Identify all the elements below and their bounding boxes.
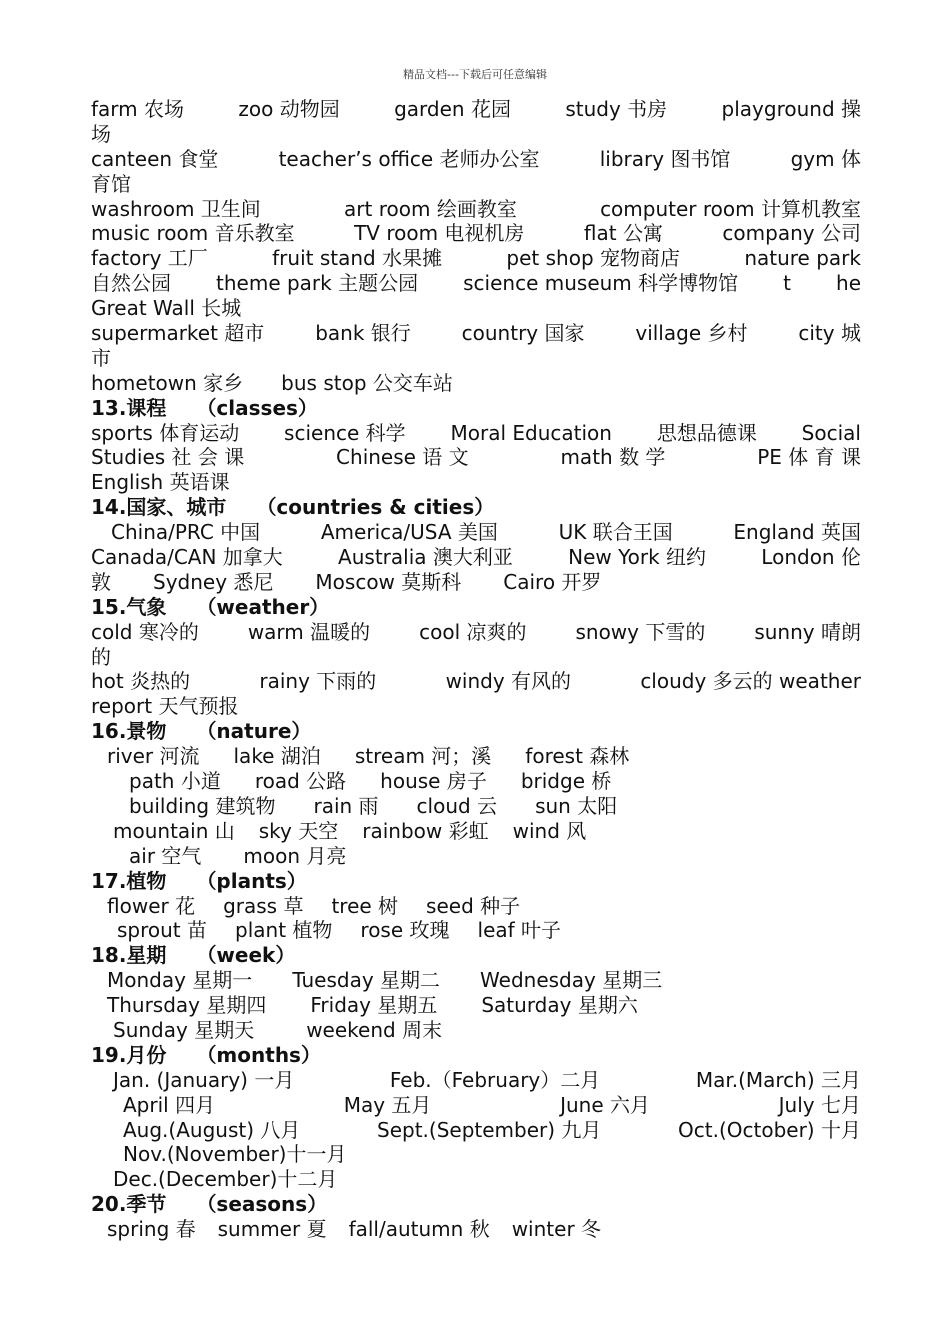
vocab-entry: rainy 下雨的 bbox=[259, 669, 377, 694]
vocab-line bbox=[91, 645, 861, 670]
vocab-entry: garden 花园 bbox=[394, 97, 511, 121]
section-heading-number: 20.季节 bbox=[91, 1192, 167, 1217]
vocab-entry: stream 河；溪 bbox=[354, 744, 492, 769]
section-heading bbox=[91, 396, 861, 421]
vocab-line bbox=[91, 669, 861, 694]
vocab-line bbox=[91, 844, 861, 869]
section-heading bbox=[91, 1043, 861, 1068]
vocab-entry: 市 bbox=[91, 345, 111, 370]
section-heading-english: （nature） bbox=[196, 719, 312, 744]
vocab-entry: theme park 主题公园 bbox=[216, 271, 419, 296]
vocab-line bbox=[91, 246, 861, 271]
vocab-entry: English 英语课 bbox=[91, 470, 230, 495]
vocab-entry: plant 植物 bbox=[235, 918, 333, 943]
vocab-line bbox=[91, 147, 861, 172]
section-heading bbox=[91, 595, 861, 620]
vocab-entry: sun 太阳 bbox=[535, 793, 618, 818]
vocab-entry: Cairo 开罗 bbox=[503, 569, 602, 594]
vocab-entry: music room 音乐教室 bbox=[91, 221, 295, 246]
vocab-entry: building 建筑物 bbox=[129, 793, 276, 818]
vocab-entry: sprout 苗 bbox=[117, 918, 208, 943]
vocab-entry: winter 冬 bbox=[511, 1217, 602, 1242]
vocab-entry: path 小道 bbox=[129, 769, 221, 794]
vocab-entry: Social bbox=[801, 420, 861, 445]
vocab-entry: July 七月 bbox=[778, 1092, 861, 1117]
vocab-line bbox=[91, 1018, 861, 1043]
vocab-entry: sunny 晴朗 bbox=[754, 619, 861, 644]
vocab-entry: bank 银行 bbox=[315, 321, 411, 346]
vocab-entry: math 数 学 bbox=[560, 445, 666, 470]
vocab-entry: Canada/CAN 加拿大 bbox=[91, 545, 283, 570]
vocab-entry: country 国家 bbox=[461, 321, 585, 346]
vocab-entry: science museum 科学博物馆 bbox=[463, 271, 739, 296]
vocab-entry: warm 温暖的 bbox=[247, 619, 371, 644]
vocab-entry: Dec.(December)十二月 bbox=[113, 1167, 338, 1192]
vocab-entry: cloud 云 bbox=[416, 793, 498, 818]
vocab-entry: Feb.（February）二月 bbox=[389, 1067, 601, 1092]
vocab-entry: farm 农场 bbox=[91, 97, 185, 121]
vocab-entry: May 五月 bbox=[343, 1092, 432, 1117]
vocab-entry: grass 草 bbox=[223, 893, 304, 918]
vocab-line bbox=[91, 321, 861, 346]
section-heading-number: 17.植物 bbox=[91, 868, 167, 893]
vocab-line bbox=[91, 744, 861, 769]
vocab-entry: forest 森林 bbox=[525, 744, 630, 769]
vocab-entry: New York 纽约 bbox=[568, 545, 707, 570]
vocab-entry: teacher’s office 老师办公室 bbox=[278, 146, 540, 171]
vocab-entry: wind 风 bbox=[512, 818, 587, 843]
vocab-entry: Moral Education bbox=[450, 420, 612, 445]
section-heading bbox=[91, 495, 861, 520]
vocab-entry: supermarket 超市 bbox=[91, 321, 265, 346]
vocab-line bbox=[91, 1068, 861, 1093]
vocab-entry: hometown 家乡 bbox=[91, 370, 244, 395]
vocab-line bbox=[91, 1167, 861, 1192]
document-body bbox=[91, 97, 861, 1242]
vocab-entry: summer 夏 bbox=[217, 1217, 327, 1242]
vocab-entry: rain 雨 bbox=[313, 793, 379, 818]
vocab-line bbox=[91, 918, 861, 943]
vocab-entry: America/USA 美国 bbox=[320, 520, 498, 545]
vocab-entry: gym 体 bbox=[790, 146, 861, 171]
page-header: 精品文档---下载后可任意编辑 bbox=[403, 68, 547, 81]
vocab-entry: seed 种子 bbox=[426, 893, 521, 918]
vocab-entry: road 公路 bbox=[254, 769, 347, 794]
vocab-line bbox=[91, 694, 861, 719]
vocab-line bbox=[91, 570, 861, 595]
vocab-entry: Great Wall 长城 bbox=[91, 296, 242, 321]
section-heading-number: 19.月份 bbox=[91, 1042, 167, 1067]
vocab-entry: sky 天空 bbox=[258, 818, 339, 843]
vocab-entry: Friday 星期五 bbox=[310, 993, 438, 1018]
vocab-entry: t bbox=[783, 271, 791, 296]
vocab-entry: rainbow 彩虹 bbox=[362, 818, 489, 843]
vocab-entry: Thursday 星期四 bbox=[107, 993, 267, 1018]
vocab-line bbox=[91, 819, 861, 844]
vocab-entry: hot 炎热的 bbox=[91, 669, 191, 694]
vocab-entry: 敦 bbox=[91, 569, 111, 594]
section-heading-number: 13.课程 bbox=[91, 395, 167, 420]
vocab-entry: tree 树 bbox=[331, 893, 399, 918]
vocab-entry: bridge 桥 bbox=[520, 769, 612, 794]
vocab-entry: cool 凉爽的 bbox=[419, 619, 527, 644]
vocab-line bbox=[91, 1118, 861, 1143]
vocab-entry: pet shop 宠物商店 bbox=[506, 246, 680, 271]
section-heading-number: 15.气象 bbox=[91, 594, 167, 619]
vocab-entry: rose 玫瑰 bbox=[360, 918, 450, 943]
vocab-entry: Oct.(October) 十月 bbox=[678, 1117, 861, 1142]
vocab-line bbox=[91, 545, 861, 570]
vocab-entry: England 英国 bbox=[733, 520, 861, 545]
vocab-entry: Chinese 语 文 bbox=[336, 445, 469, 470]
vocab-entry: study 书房 bbox=[565, 97, 668, 121]
vocab-entry: fruit stand 水果摊 bbox=[272, 246, 443, 271]
vocab-entry: 的 bbox=[91, 644, 111, 669]
vocab-line bbox=[91, 894, 861, 919]
vocab-entry: Studies 社 会 课 bbox=[91, 445, 245, 470]
vocab-line bbox=[91, 371, 861, 396]
vocab-line bbox=[91, 271, 861, 296]
vocab-line bbox=[91, 445, 861, 470]
vocab-entry: city 城 bbox=[798, 321, 861, 346]
vocab-entry: computer room 计算机教室 bbox=[600, 196, 861, 221]
vocab-entry: flower 花 bbox=[107, 893, 196, 918]
vocab-line bbox=[91, 1142, 861, 1167]
vocab-entry: canteen 食堂 bbox=[91, 146, 219, 171]
vocab-entry: weekend 周末 bbox=[306, 1017, 443, 1042]
vocab-entry: Sydney 悉尼 bbox=[153, 569, 274, 594]
vocab-entry: Jan. (January) 一月 bbox=[113, 1067, 295, 1092]
section-heading-english: （weather） bbox=[196, 594, 330, 619]
vocab-entry: fall/autumn 秋 bbox=[348, 1217, 490, 1242]
vocab-entry: factory 工厂 bbox=[91, 246, 208, 271]
vocab-entry: village 乡村 bbox=[635, 321, 748, 346]
vocab-entry: river 河流 bbox=[107, 744, 200, 769]
vocab-line bbox=[91, 1217, 861, 1242]
vocab-entry: leaf 叶子 bbox=[477, 918, 562, 943]
vocab-line bbox=[91, 993, 861, 1018]
vocab-entry: mountain 山 bbox=[113, 818, 235, 843]
vocab-entry: windy 有风的 bbox=[445, 669, 572, 694]
vocab-entry: China/PRC 中国 bbox=[111, 520, 261, 545]
vocab-entry: Tuesday 星期二 bbox=[292, 968, 441, 993]
vocab-entry: washroom 卫生间 bbox=[91, 196, 261, 221]
section-heading-number: 18.星期 bbox=[91, 943, 167, 968]
section-heading bbox=[91, 1192, 861, 1217]
vocab-entry: June 六月 bbox=[560, 1092, 650, 1117]
vocab-entry: library 图书馆 bbox=[599, 146, 731, 171]
vocab-line bbox=[91, 172, 861, 197]
section-heading-english: （countries & cities） bbox=[256, 495, 495, 520]
vocab-entry: playground 操 bbox=[721, 97, 861, 121]
vocab-entry: report 天气预报 bbox=[91, 694, 239, 719]
vocab-entry: zoo 动物园 bbox=[238, 97, 340, 121]
vocab-line bbox=[91, 1093, 861, 1118]
section-heading bbox=[91, 869, 861, 894]
section-heading bbox=[91, 719, 861, 744]
section-heading-number: 14.国家、城市 bbox=[91, 495, 227, 520]
vocab-entry: spring 春 bbox=[107, 1217, 196, 1242]
vocab-entry: Saturday 星期六 bbox=[481, 993, 638, 1018]
section-heading-english: （months） bbox=[196, 1042, 321, 1067]
vocab-entry: Mar.(March) 三月 bbox=[695, 1067, 861, 1092]
vocab-line bbox=[91, 769, 861, 794]
vocab-entry: house 房子 bbox=[380, 769, 487, 794]
vocab-entry: 自然公园 bbox=[91, 271, 171, 296]
vocab-entry: Moscow 莫斯科 bbox=[315, 569, 462, 594]
vocab-line bbox=[91, 470, 861, 495]
vocab-entry: science 科学 bbox=[284, 420, 406, 445]
vocab-line bbox=[91, 197, 861, 222]
vocab-entry: 场 bbox=[91, 121, 111, 146]
vocab-entry: snowy 下雪的 bbox=[575, 619, 706, 644]
vocab-line bbox=[91, 620, 861, 645]
vocab-line bbox=[91, 421, 861, 446]
vocab-line bbox=[91, 221, 861, 246]
vocab-entry: lake 湖泊 bbox=[233, 744, 321, 769]
vocab-entry: Sunday 星期天 bbox=[113, 1017, 255, 1042]
vocab-entry: 思想品德课 bbox=[656, 420, 757, 445]
vocab-entry: Aug.(August) 八月 bbox=[123, 1117, 301, 1142]
vocab-entry: art room 绘画教室 bbox=[344, 196, 517, 221]
vocab-line bbox=[91, 122, 861, 147]
vocab-entry: sports 体育运动 bbox=[91, 420, 240, 445]
vocab-entry: bus stop 公交车站 bbox=[281, 370, 453, 395]
vocab-entry: Monday 星期一 bbox=[107, 968, 253, 993]
vocab-entry: Wednesday 星期三 bbox=[480, 968, 663, 993]
section-heading-english: （classes） bbox=[196, 395, 318, 420]
vocab-line bbox=[91, 520, 861, 545]
vocab-entry: Sept.(September) 九月 bbox=[377, 1117, 602, 1142]
vocab-entry: he bbox=[836, 271, 861, 296]
vocab-entry: nature park bbox=[744, 246, 861, 271]
vocab-entry: company 公司 bbox=[722, 221, 861, 246]
vocab-entry: moon 月亮 bbox=[243, 843, 347, 868]
section-heading-number: 16.景物 bbox=[91, 719, 167, 744]
vocab-entry: cloudy 多云的 weather bbox=[640, 669, 861, 694]
section-heading-english: （seasons） bbox=[196, 1192, 328, 1217]
vocab-entry: PE 体 育 课 bbox=[757, 445, 861, 470]
vocab-entry: cold 寒冷的 bbox=[91, 619, 199, 644]
vocab-entry: air 空气 bbox=[129, 843, 202, 868]
vocab-entry: April 四月 bbox=[123, 1092, 216, 1117]
vocab-entry: flat 公寓 bbox=[583, 221, 663, 246]
vocab-line bbox=[91, 346, 861, 371]
vocab-line bbox=[91, 97, 861, 122]
section-heading-english: （week） bbox=[196, 943, 296, 968]
vocab-entry: TV room 电视机房 bbox=[354, 221, 525, 246]
vocab-entry: 育馆 bbox=[91, 171, 131, 196]
section-heading-english: （plants） bbox=[196, 868, 307, 893]
vocab-entry: Nov.(November)十一月 bbox=[123, 1142, 347, 1167]
vocab-line bbox=[91, 296, 861, 321]
section-heading bbox=[91, 943, 861, 968]
vocab-line bbox=[91, 968, 861, 993]
vocab-entry: Australia 澳大利亚 bbox=[338, 545, 513, 570]
vocab-entry: London 伦 bbox=[761, 545, 861, 570]
vocab-entry: UK 联合王国 bbox=[558, 520, 673, 545]
vocab-line bbox=[91, 794, 861, 819]
